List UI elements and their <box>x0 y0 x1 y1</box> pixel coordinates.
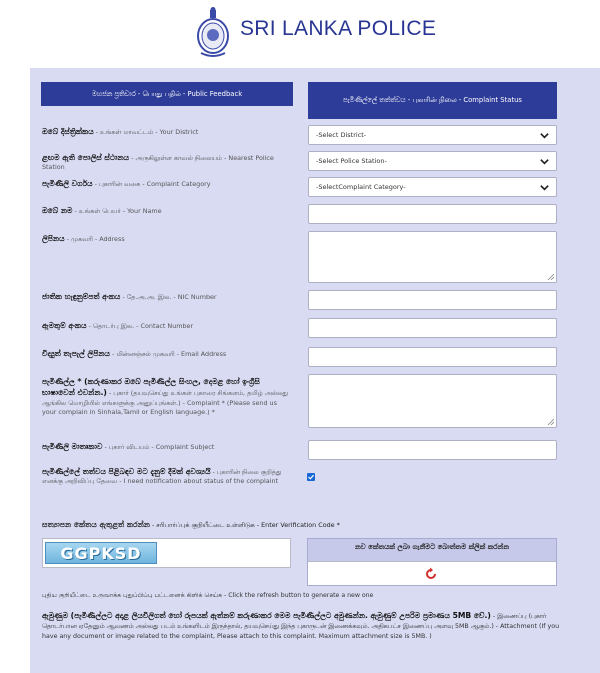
verification-code-label: සත්‍යාපන කේතය ඇතුළත් කරන්න - சரிபார்ப்புக் குறியீட்டை உள்ளிடுக - Enter Verification Code * <box>42 520 340 529</box>
chevron-down-icon <box>539 156 550 167</box>
captcha-box <box>42 538 291 568</box>
name-label: ඔබේ නම - உங்கள் பெயர் - Your Name <box>42 206 162 215</box>
subject-label: පැමිණිලි මාතෘකාව - புகார் விடயம் - Complaint Subject <box>42 442 215 451</box>
complaint-label: පැමිණිල්ල * (කරුණාකර ඔබේ පැමිණිල්ල සිංහල, දෙමළ හෝ ඉංග්‍රීසි භාෂාවෙන් එවන්න.) - புகார் (தயவுசெய்து உங்கள் புகாரை சிங்களம், தமிழ் அல்லது ஆங்கில மொழியில் எங்களுக்கு அனுப்புங்கள்.) - Complaint * (Please send us your complain in Sinhala,Tamil or English language.) * <box>42 377 288 416</box>
police-station-select[interactable] <box>308 151 557 171</box>
attachment-label: ඇමුණුම (පැමිණිල්ලට අදාළ ලියවිලිගත් හෝ රූපයක් ඇත්නම් කරුණාකර මෙම පැමිණිල්ලට අමුණන්න. ඇමුණුම් උපරිම ප්‍රමාණය 5MB වේ.) - இணைப்பு (புகார் தொடர்பான ஏதேனும் ஆவணம் அல்லது படம் உங்களிடம் இருந்தால், தயவுசெய்து இந்த புகாருடன் இணைக்கவும். அதிகபட்ச இணைப்பு அளவு 5MB ஆகும்.) - Attachment (If you have any document or image related to the complaint, Please attach to this complaint. Maximum attachment size is 5MB. ) <box>42 611 560 640</box>
address-label: ලිපිනය - முகவரி - Address <box>42 234 125 243</box>
chevron-down-icon <box>539 182 550 193</box>
refresh-icon <box>424 567 438 581</box>
police-station-select-value: -Select Police Station- <box>316 157 387 165</box>
resize-grip-icon[interactable] <box>547 273 554 280</box>
district-select[interactable] <box>308 125 557 145</box>
complaint-category-select[interactable] <box>308 177 557 197</box>
notify-checkbox[interactable] <box>307 473 315 481</box>
public-feedback-tab[interactable]: මහජන ප්‍රතිචාර - பொது பதில் - Public Feedback <box>41 82 293 106</box>
contact-label: ඇමතුම් අංකය - தொடர்பு இல. - Contact Number <box>42 321 194 330</box>
address-textarea[interactable] <box>308 231 557 283</box>
checkmark-icon <box>307 473 315 481</box>
email-label: විද්‍යුත් තැපැල් ලිපිනය - மின்னஞ்சல் முகவரி - Email Address <box>42 349 227 358</box>
chevron-down-icon <box>539 130 550 141</box>
refresh-hint: புதிய குறியீட்டை உருவாக்க புதுப்பிப்பு பட்டனைக் கிளிக் செய்க - Click the refresh button to generate a new one <box>42 592 374 599</box>
police-station-label: ළඟම ඇති පොලිස් ස්ථානය - அருகிலுள்ள காவல் நிலையம் - Nearest Police Station <box>42 153 274 172</box>
district-label: ඔබේ දිස්ත්‍රික්කය - உங்கள் மாவட்டம் - Your District <box>42 127 199 136</box>
complaint-textarea[interactable] <box>308 374 557 428</box>
page-header <box>0 0 600 68</box>
refresh-instruction: නව කේතයක් ලබා ගැනීමට බොත්තම ක්ලික් කරන්න <box>354 543 509 551</box>
captcha-refresh-button[interactable] <box>308 561 556 585</box>
name-input[interactable] <box>308 204 557 224</box>
notify-label: පැමිණිල්ලේ තත්වය පිළිබඳව මට දැනුම් දීමක් අවශ්‍යයි - புகாரின் நிலை குறித்து எனக்கு அறிவிப்பு தேவை - I need notification about status of the complaint <box>42 467 282 486</box>
site-title: SRI LANKA POLICE <box>240 17 437 40</box>
nic-label: ජාතික හැඳුනුම්පත් අංකය - தே.அ.அ. இல. - NIC Number <box>42 292 217 301</box>
district-select-value: -Select District- <box>316 131 367 139</box>
contact-input[interactable] <box>308 318 557 338</box>
feedback-form-panel <box>30 68 600 673</box>
email-input[interactable] <box>308 347 557 367</box>
complaint-category-label: පැමිණිලි වර්ගය - புகாரின் வகை - Complaint Category <box>42 179 211 188</box>
police-emblem-icon <box>192 6 234 58</box>
resize-grip-icon[interactable] <box>547 418 554 425</box>
complaint-status-tab[interactable]: පැමිණිල්ලේ තත්ත්වය - புகாரின் நிலை - Complaint Status <box>308 82 557 119</box>
captcha-refresh-area <box>307 538 557 586</box>
captcha-input[interactable] <box>161 540 290 566</box>
complaint-category-select-value: -SelectComplaint Category- <box>316 183 406 191</box>
captcha-image: GGPKSD <box>45 542 157 564</box>
subject-input[interactable] <box>308 440 557 460</box>
nic-input[interactable] <box>308 290 557 310</box>
